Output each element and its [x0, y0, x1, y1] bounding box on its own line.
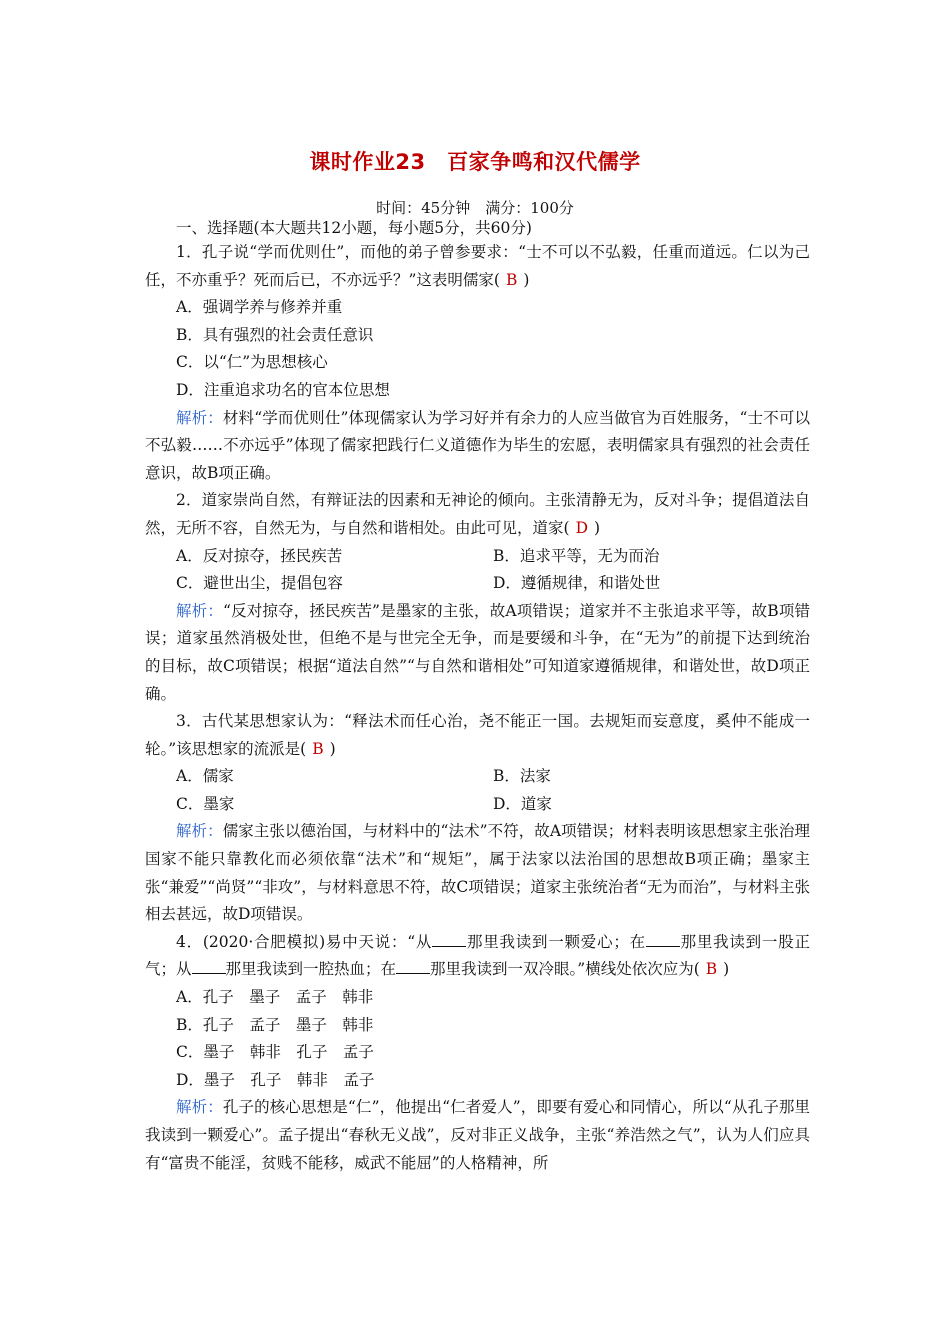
section-title: 一、选择题(本大题共12小题，每小题5分，共60分) [176, 219, 532, 237]
question-4-text-1: 4．(2020·合肥模拟)易中天说：“从 [176, 932, 433, 951]
question-4-close: ) [723, 960, 730, 979]
question-3-analysis-text: 儒家主张以德治国，与材料中的“法术”不符，故A项错误；材料表明该思想家主张治理国家不能只靠教化而必须依靠“法术”和“规矩”，属于法家以法治国的思想故B项正确；墨家主张“兼爱”“尚贤”“非攻”，与材料意思不符，故C项错误；道家主张统治者“无为而治”，与材料主张相去甚远，故D项错误。 [145, 822, 810, 924]
question-1-analysis [145, 405, 810, 488]
fill-blank-4 [396, 972, 430, 974]
question-2-option-c: C．避世出尘，提倡包容 [176, 574, 343, 593]
question-2-answer: D [575, 518, 588, 537]
question-2-stem [145, 487, 810, 542]
question-4-option-c: C．墨子 韩非 孔子 孟子 [176, 1043, 374, 1062]
fill-blank-2 [646, 945, 680, 947]
question-3-analysis [145, 818, 810, 928]
question-2-options-row-1 [145, 543, 810, 571]
fill-blank-1 [432, 945, 466, 947]
question-1-text: 1．孔子说“学而优则仕”，而他的弟子曾参要求：“士不可以不弘毅，任重而道远。仁以为己任，不亦重乎？死而后已，不亦远乎？”这表明儒家( [145, 243, 810, 289]
question-2-option-d: D．遵循规律，和谐处世 [493, 574, 661, 593]
question-4-option-d: D．墨子 孔子 韩非 孟子 [176, 1070, 375, 1089]
question-content [145, 217, 810, 1177]
fill-blank-3 [192, 972, 226, 974]
question-1-option-d: D．注重追求功名的官本位思想 [176, 380, 390, 399]
page-title: 课时作业23 百家争鸣和汉代儒学 [309, 150, 641, 174]
question-3-option-a: A．儒家 [176, 767, 234, 786]
question-3-text: 3．古代某思想家认为：“释法术而任心治，尧不能正一国。去规矩而妄意度，奚仲不能成一轮。”该思想家的流派是( [145, 712, 810, 758]
question-3-options-row-2 [145, 791, 810, 819]
analysis-label: 解析： [176, 601, 223, 620]
question-4-analysis [145, 1094, 810, 1177]
question-2-text: 2．道家崇尚自然，有辩证法的因素和无神论的倾向。主张清静无为，反对斗争；提倡道法自然，无所不容，自然无为，与自然和谐相处。由此可见，道家( [145, 491, 810, 537]
question-4-analysis-text: 孔子的核心思想是“仁”，他提出“仁者爱人”，即要有爱心和同情心，所以“从孔子那里我读到一颗爱心”。孟子提出“春秋无义战”，反对非正义战争，主张“养浩然之气”，认为人们应具有“富贵不能淫，贫贱不能移，威武不能屈”的人格精神，所 [145, 1098, 810, 1172]
question-1-option-b: B．具有强烈的社会责任意识 [176, 325, 374, 344]
question-4-answer: B [705, 960, 718, 979]
question-2-analysis-text: “反对掠夺，拯民疾苦”是墨家的主张，故A项错误；道家并不主张追求平等，故B项错误；道家虽然消极处世，但绝不是与世完全无争，而是要缓和斗争，在“无为”的前提下达到统治的目标，故C项错误；根据“道法自然”“与自然和谐相处”可知道家遵循规律，和谐处世，故D项正确。 [145, 601, 810, 703]
question-2-options-row-2 [145, 570, 810, 598]
question-1-answer: B [505, 270, 518, 289]
question-2-option-a: A．反对掠夺，拯民疾苦 [176, 546, 343, 565]
question-1-option-c: C．以“仁”为思想核心 [176, 353, 328, 372]
question-3-option-b: B．法家 [493, 767, 551, 786]
analysis-label: 解析： [176, 1098, 223, 1117]
question-1-stem [145, 239, 810, 294]
analysis-label: 解析： [176, 822, 223, 841]
question-2-analysis [145, 598, 810, 708]
question-4-text-4: 那里我读到一腔热血；在 [225, 960, 397, 979]
question-1-analysis-text: 材料“学而优则仕”体现儒家认为学习好并有余力的人应当做官为百姓服务，“士不可以不弘毅……不亦远乎”体现了儒家把践行仁义道德作为毕生的宏愿，表明儒家具有强烈的社会责任意识，故B项正确。 [145, 408, 810, 482]
question-3-option-d: D．道家 [493, 794, 552, 813]
question-3-option-c: C．墨家 [176, 794, 235, 813]
question-4-text-2: 那里我读到一颗爱心；在 [466, 932, 646, 951]
question-2-option-b: B．追求平等，无为而治 [493, 546, 660, 565]
question-1-close: ) [523, 270, 530, 289]
question-3-close: ) [329, 739, 336, 758]
question-4-option-a: A．孔子 墨子 孟子 韩非 [176, 988, 374, 1007]
question-4-text-5: 那里我读到一双冷眼。”横线处依次应为( [430, 960, 700, 979]
question-4-option-b: B．孔子 孟子 墨子 韩非 [176, 1015, 374, 1034]
question-3-answer: B [312, 739, 324, 758]
analysis-label: 解析： [176, 408, 223, 427]
time-score-info: 时间：45分钟 满分：100分 [376, 199, 574, 217]
question-2-close: ) [594, 518, 601, 537]
question-4-text-3: 那里我读到一股正气；从 [145, 932, 810, 979]
question-1-option-a: A．强调学养与修养并重 [176, 298, 343, 317]
question-3-stem [145, 708, 810, 763]
question-3-options-row-1 [145, 763, 810, 791]
question-4-stem [145, 929, 810, 984]
